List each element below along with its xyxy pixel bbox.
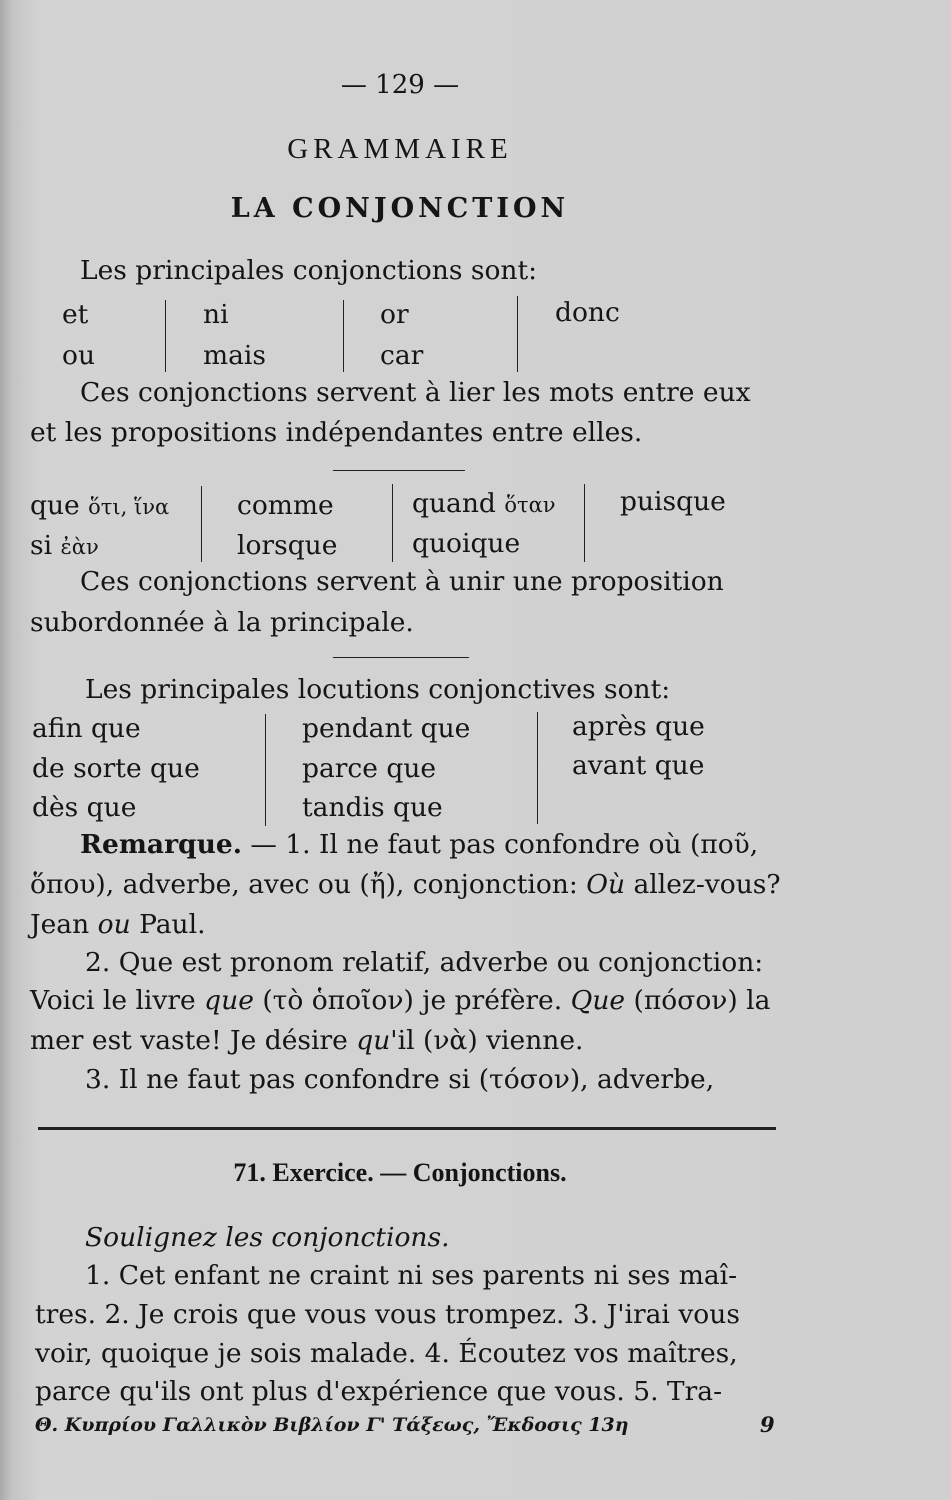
remark-text: (πόσον) la [633,985,771,1016]
remark-text: il (νὰ) vienne. [397,1025,584,1056]
column-divider [201,486,202,562]
page-number: — 129 — [340,70,460,100]
remark-italic: Où [586,869,626,900]
column-divider [265,714,266,826]
exercise-title: 71. Exercice. — Conjonctions. [233,1158,567,1187]
greek-translation: ὅτι, ἵνα [88,495,170,519]
locution-cell: après que [572,711,705,742]
locution-cell: avant que [572,750,705,781]
conj-cell: quoique [412,528,521,559]
remark-line: 3. Il ne faut pas confondre si (τόσον), adverbe, [85,1064,715,1095]
conj-cell [30,490,169,521]
conj-cell: et [62,299,89,330]
locution-cell: pendant que [302,713,471,744]
conj-cell: or [380,299,409,330]
conj-word: quand [412,488,496,519]
conj-cell: car [380,340,424,371]
remark-line [30,1025,583,1056]
conj-word: si [30,530,53,561]
conj-cell: ni [203,299,229,330]
remark-line [30,869,781,900]
explanation-text: subordonnée à la principale. [30,607,414,638]
remark-line [30,985,770,1016]
locution-cell: dès que [32,792,137,823]
intro-text: Les principales conjonctions sont: [80,255,538,286]
separator-rule [333,470,465,471]
remark-italic: Que [570,985,626,1016]
column-divider [392,484,393,562]
conj-cell: donc [555,297,620,328]
remark-text: ὅπου), adverbe, avec ou (ἤ), conjonction: [30,869,578,900]
remark-line [30,909,206,940]
locution-cell: afin que [32,713,141,744]
column-divider [584,484,585,562]
greek-translation: ἐὰν [60,535,99,559]
column-divider [165,300,166,372]
exercise-line: parce qu'ils ont plus d'expérience que vous. 5. Tra- [35,1376,723,1407]
conj-cell: ou [62,340,96,371]
remark-text: Jean [30,909,90,940]
remark-label: Remarque. [80,829,242,860]
column-divider [343,300,344,372]
exercise-instruction: Soulignez les conjonctions. [85,1222,450,1253]
conj-cell: puisque [620,486,726,517]
footer-text: Θ. Κυπρίου Γαλλικὸν Βιβλίον Γ' Τάξεως, Ἔκδοσις 13η [35,1414,629,1436]
remark-line: 2. Que est pronom relatif, adverbe ou conjonction: [85,947,764,978]
intro-text: Les principales locutions conjonctives sont: [85,674,671,705]
section-title: LA CONJONCTION [230,193,570,224]
remark-italic: ou [97,909,131,940]
remark-text: Paul. [139,909,206,940]
explanation-text: Ces conjonctions servent à unir une proposition [80,566,724,597]
conj-cell: mais [203,340,267,371]
separator-rule [333,657,469,658]
remark-text: — 1. Il ne faut pas confondre où (ποῦ, [250,829,759,860]
locution-cell: tandis que [302,792,443,823]
conj-cell: comme [237,490,334,521]
explanation-text: Ces conjonctions servent à lier les mots entre eux [80,377,751,408]
page-title: GRAMMAIRE [287,133,513,165]
column-divider [517,296,518,372]
signature-mark: 9 [760,1412,775,1437]
explanation-text: et les propositions indépendantes entre elles. [30,417,643,448]
exercise-line: 1. Cet enfant ne craint ni ses parents ni ses maî- [85,1260,738,1291]
conj-cell: lorsque [237,530,338,561]
exercise-line: tres. 2. Je crois que vous vous trompez. 3. J'irai vous [35,1299,740,1330]
locution-cell: de sorte que [32,753,200,784]
remark-text: Voici le livre [30,985,196,1016]
remark-text: mer est vaste! Je désire [30,1025,348,1056]
locution-cell: parce que [302,753,437,784]
remark-line [80,829,758,860]
exercise-line: voir, quoique je sois malade. 4. Écoutez vos maîtres, [35,1338,738,1369]
section-divider [38,1127,776,1130]
remark-italic: qu' [356,1025,398,1056]
greek-translation: ὅταν [504,493,556,517]
conj-cell [30,530,99,561]
remark-text: (τὸ ὁποῖον) je préfère. [262,985,563,1016]
remark-text: allez-vous? [633,869,781,900]
conj-cell [412,488,556,519]
remark-italic: que [204,985,254,1016]
conj-word: que [30,490,80,521]
column-divider [537,712,538,824]
